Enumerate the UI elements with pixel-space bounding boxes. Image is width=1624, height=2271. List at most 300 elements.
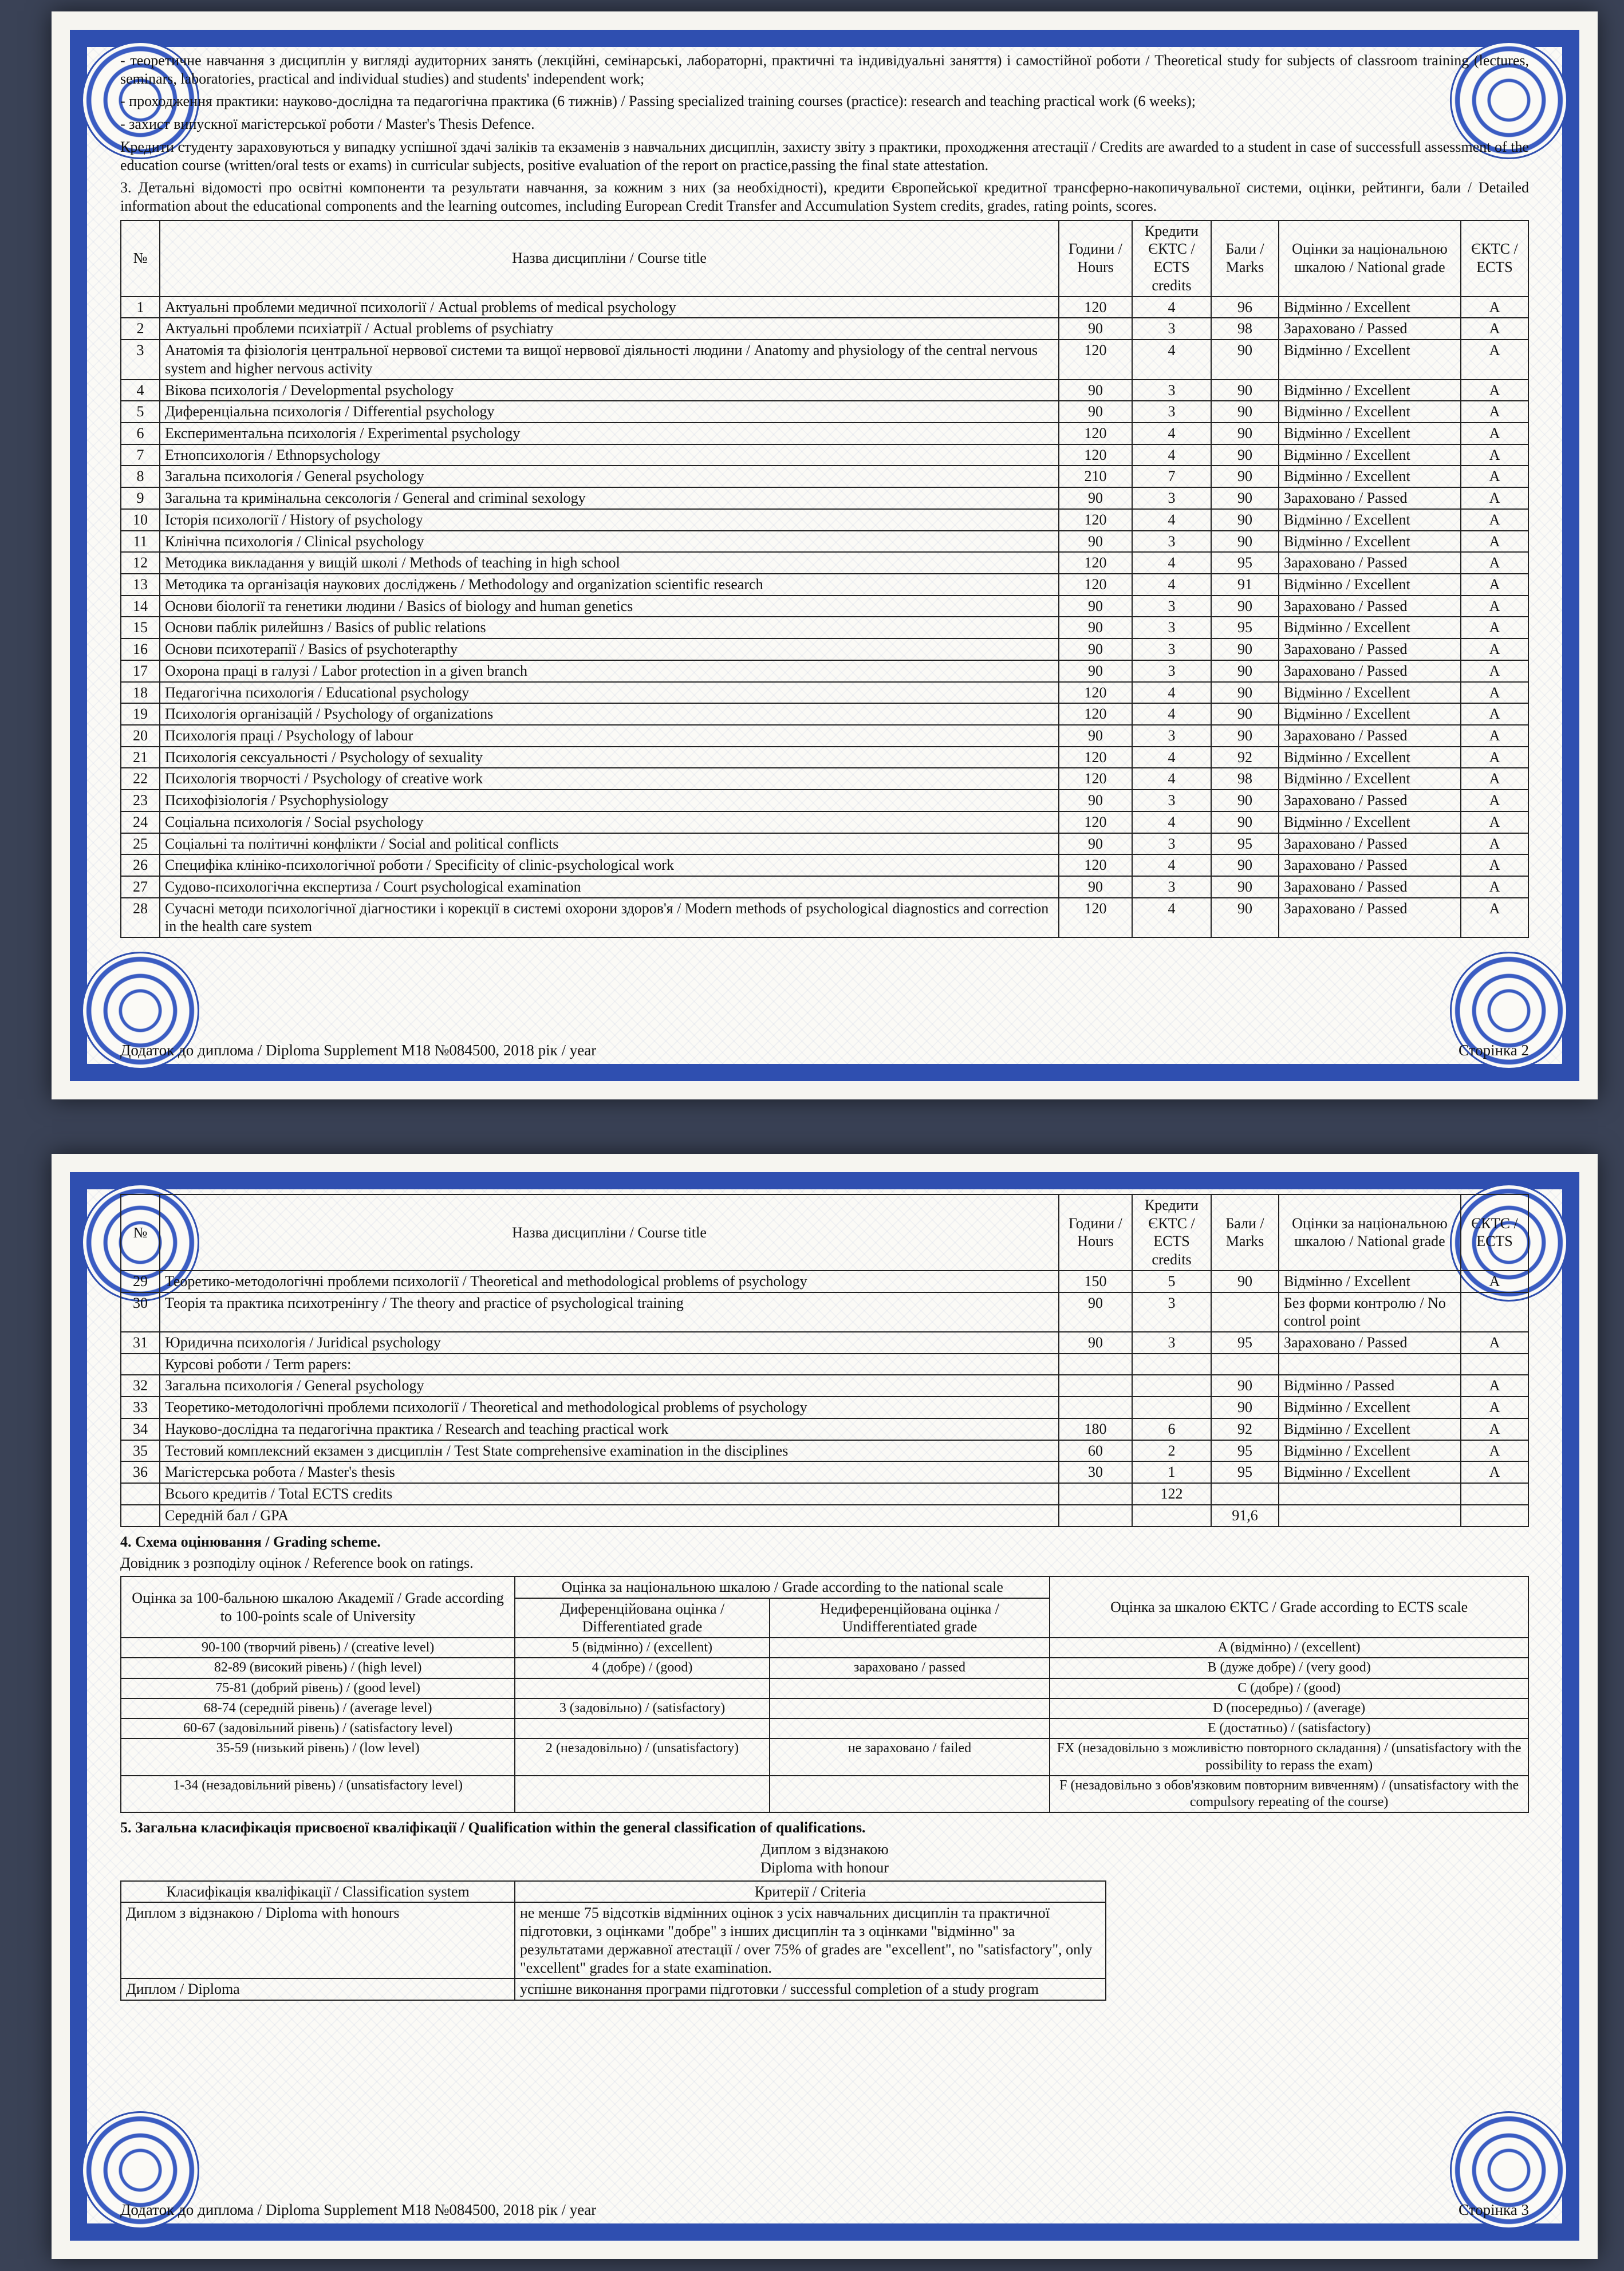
- course-title: Середній бал / GPA: [160, 1505, 1059, 1527]
- course-row: [121, 833, 1528, 855]
- course-ects-grade: A: [1461, 487, 1528, 509]
- course-hours: 120: [1059, 509, 1132, 531]
- course-credits: 1: [1132, 1461, 1211, 1483]
- course-row: [121, 638, 1528, 660]
- page-2-content: [120, 52, 1529, 1059]
- course-credits: 3: [1132, 876, 1211, 898]
- course-ects-grade: A: [1461, 531, 1528, 553]
- grading-cell: B (дуже добре) / (very good): [1050, 1658, 1528, 1678]
- course-marks: 96: [1211, 297, 1279, 318]
- course-hours: 90: [1059, 380, 1132, 401]
- course-hours: 60: [1059, 1440, 1132, 1462]
- course-national-grade: Відмінно / Excellent: [1279, 401, 1461, 423]
- course-row: [121, 509, 1528, 531]
- grading-cell: 5 (відмінно) / (excellent): [515, 1638, 770, 1658]
- course-national-grade: Відмінно / Excellent: [1279, 617, 1461, 638]
- grading-cell: D (посередньо) / (average): [1050, 1698, 1528, 1718]
- grading-cell: [515, 1718, 770, 1738]
- classification-line-uk: Диплом з відзнакою: [760, 1841, 889, 1858]
- col-national: Оцінки за національною шкалою / National grade: [1279, 220, 1461, 297]
- course-credits: 7: [1132, 466, 1211, 487]
- course-hours: [1059, 1397, 1132, 1418]
- page-3-content: [120, 1194, 1529, 2219]
- course-row: [121, 1505, 1528, 1527]
- course-title: Вікова психологія / Developmental psychology: [160, 380, 1059, 401]
- course-national-grade: Зараховано / Passed: [1279, 487, 1461, 509]
- classification-criteria: не менше 75 відсотків відмінних оцінок з усіх навчальних дисциплін та практичної підготовки, з оцінками "добре" з інших дисциплін та з оцінками "відмінно" за результатами державної атестації / over 75% of grades are "excellent", no "satisfactory", only "excellent" grades for a state examination.: [515, 1902, 1106, 1978]
- course-row: [121, 703, 1528, 725]
- page-2: [52, 11, 1598, 1099]
- row-number: 33: [121, 1397, 160, 1418]
- course-ects-grade: A: [1461, 509, 1528, 531]
- grading-cell: [770, 1698, 1050, 1718]
- course-hours: 90: [1059, 833, 1132, 855]
- course-marks: 90: [1211, 340, 1279, 379]
- course-hours: 180: [1059, 1418, 1132, 1440]
- col-marks: Бали / Marks: [1211, 220, 1279, 297]
- grading-cell: F (незадовільно з обов'язковим повторним вивченням) / (unsatisfactory with the compulsory repeating of the course): [1050, 1776, 1528, 1813]
- course-title: Педагогічна психологія / Educational psychology: [160, 682, 1059, 704]
- course-credits: 3: [1132, 318, 1211, 340]
- course-row: [121, 596, 1528, 617]
- grading-col-national: Оцінка за національною шкалою / Grade according to the national scale: [515, 1576, 1050, 1598]
- course-title: Курсові роботи / Term papers:: [160, 1354, 1059, 1375]
- course-hours: 90: [1059, 401, 1132, 423]
- course-ects-grade: A: [1461, 596, 1528, 617]
- course-hours: 120: [1059, 898, 1132, 937]
- grading-cell: 68-74 (середній рівень) / (average level): [121, 1698, 515, 1718]
- course-national-grade: Відмінно / Excellent: [1279, 380, 1461, 401]
- grading-cell: 82-89 (високий рівень) / (high level): [121, 1658, 515, 1678]
- course-ects-grade: A: [1461, 768, 1528, 790]
- grading-cell: 2 (незадовільно) / (unsatisfactory): [515, 1738, 770, 1776]
- course-ects-grade: A: [1461, 1418, 1528, 1440]
- grading-cell: 3 (задовільно) / (satisfactory): [515, 1698, 770, 1718]
- course-title: Психофізіологія / Psychophysiology: [160, 790, 1059, 811]
- course-title: Специфіка клініко-психологічної роботи / Specificity of clinic-psychological work: [160, 854, 1059, 876]
- grading-col-undiff: Недиференційована оцінка / Undifferentiated grade: [770, 1598, 1050, 1638]
- row-number: 36: [121, 1461, 160, 1483]
- course-national-grade: Відмінно / Excellent: [1279, 682, 1461, 704]
- course-national-grade: Відмінно / Excellent: [1279, 1440, 1461, 1462]
- course-ects-grade: A: [1461, 1375, 1528, 1397]
- course-title: Клінічна психологія / Clinical psychology: [160, 531, 1059, 553]
- course-credits: 122: [1132, 1483, 1211, 1505]
- grading-col-diff: Диференційована оцінка / Differentiated grade: [515, 1598, 770, 1638]
- course-row: [121, 1461, 1528, 1483]
- course-marks: 90: [1211, 444, 1279, 466]
- course-marks: 95: [1211, 552, 1279, 574]
- intro-text: [120, 52, 1529, 215]
- grading-cell: [515, 1678, 770, 1698]
- row-number: 20: [121, 725, 160, 747]
- classification-name: Диплом / Diploma: [121, 1978, 515, 2000]
- course-national-grade: Відмінно / Excellent: [1279, 531, 1461, 553]
- classification-table: [120, 1880, 1106, 2001]
- course-marks: [1211, 1292, 1279, 1332]
- course-ects-grade: A: [1461, 876, 1528, 898]
- course-marks: 90: [1211, 466, 1279, 487]
- grading-subheading: Довідник з розподілу оцінок / Reference book on ratings.: [120, 1555, 474, 1572]
- classification-row: [121, 1902, 1106, 1978]
- course-row: [121, 1354, 1528, 1375]
- course-hours: [1059, 1505, 1132, 1527]
- course-national-grade: Відмінно / Excellent: [1279, 423, 1461, 444]
- course-row: [121, 297, 1528, 318]
- grading-row: [121, 1718, 1528, 1738]
- classification-row: [121, 1978, 1106, 2000]
- course-hours: 90: [1059, 725, 1132, 747]
- course-marks: 90: [1211, 1271, 1279, 1292]
- row-number: 23: [121, 790, 160, 811]
- grading-cell: 4 (добре) / (good): [515, 1658, 770, 1678]
- classification-name: Диплом з відзнакою / Diploma with honours: [121, 1902, 515, 1978]
- course-marks: 90: [1211, 380, 1279, 401]
- course-row: [121, 854, 1528, 876]
- row-number: 5: [121, 401, 160, 423]
- courses-table-continued: [120, 1194, 1529, 1527]
- course-credits: [1132, 1397, 1211, 1418]
- col-hours: Години / Hours: [1059, 1194, 1132, 1271]
- course-hours: 90: [1059, 617, 1132, 638]
- course-national-grade: Відмінно / Excellent: [1279, 1271, 1461, 1292]
- intro-paragraph: - проходження практики: науково-дослідна та педагогічна практика (6 тижнів) / Passing specialized training courses (practice): research and teaching practical work (6 weeks);: [120, 93, 1196, 110]
- course-title: Загальна психологія / General psychology: [160, 1375, 1059, 1397]
- grading-cell: [770, 1678, 1050, 1698]
- course-credits: 3: [1132, 1332, 1211, 1354]
- course-title: Судово-психологічна експертиза / Court psychological examination: [160, 876, 1059, 898]
- row-number: 19: [121, 703, 160, 725]
- row-number: 7: [121, 444, 160, 466]
- course-marks: 90: [1211, 487, 1279, 509]
- course-hours: 120: [1059, 340, 1132, 379]
- course-ects-grade: [1461, 1483, 1528, 1505]
- course-national-grade: Відмінно / Excellent: [1279, 444, 1461, 466]
- col-title: Назва дисципліни / Course title: [160, 220, 1059, 297]
- course-ects-grade: A: [1461, 340, 1528, 379]
- course-hours: 90: [1059, 638, 1132, 660]
- course-national-grade: [1279, 1483, 1461, 1505]
- course-hours: 90: [1059, 487, 1132, 509]
- col-national: Оцінки за національною шкалою / National grade: [1279, 1194, 1461, 1271]
- row-number: 30: [121, 1292, 160, 1332]
- row-number: 24: [121, 811, 160, 833]
- course-hours: 120: [1059, 768, 1132, 790]
- course-title: Історія психології / History of psychology: [160, 509, 1059, 531]
- course-marks: 90: [1211, 876, 1279, 898]
- course-marks: 90: [1211, 898, 1279, 937]
- row-number: 17: [121, 660, 160, 682]
- course-ects-grade: A: [1461, 682, 1528, 704]
- course-credits: [1132, 1505, 1211, 1527]
- course-marks: 98: [1211, 318, 1279, 340]
- course-ects-grade: A: [1461, 833, 1528, 855]
- course-ects-grade: A: [1461, 380, 1528, 401]
- course-ects-grade: A: [1461, 401, 1528, 423]
- course-national-grade: [1279, 1505, 1461, 1527]
- course-title: Психологія праці / Psychology of labour: [160, 725, 1059, 747]
- course-credits: 3: [1132, 638, 1211, 660]
- course-title: Психологія організацій / Psychology of organizations: [160, 703, 1059, 725]
- course-title: Теорія та практика психотренінгу / The theory and practice of psychological training: [160, 1292, 1059, 1332]
- course-hours: 90: [1059, 1332, 1132, 1354]
- col-hours: Години / Hours: [1059, 220, 1132, 297]
- course-ects-grade: A: [1461, 747, 1528, 768]
- footer-page-number: Сторінка 2: [1459, 1042, 1529, 1059]
- course-hours: 120: [1059, 297, 1132, 318]
- grading-cell: 60-67 (задовільний рівень) / (satisfactory level): [121, 1718, 515, 1738]
- course-marks: 90: [1211, 1397, 1279, 1418]
- course-title: Методика та організація наукових досліджень / Methodology and organization scientific research: [160, 574, 1059, 596]
- course-row: [121, 401, 1528, 423]
- course-marks: 90: [1211, 423, 1279, 444]
- course-marks: [1211, 1354, 1279, 1375]
- course-hours: 120: [1059, 444, 1132, 466]
- course-row: [121, 790, 1528, 811]
- course-row: [121, 423, 1528, 444]
- course-national-grade: Відмінно / Excellent: [1279, 1461, 1461, 1483]
- course-title: Психологія сексуальності / Psychology of sexuality: [160, 747, 1059, 768]
- course-marks: 98: [1211, 768, 1279, 790]
- course-ects-grade: [1461, 1354, 1528, 1375]
- grading-row: [121, 1638, 1528, 1658]
- course-national-grade: Відмінно / Excellent: [1279, 340, 1461, 379]
- row-number: 4: [121, 380, 160, 401]
- course-national-grade: Відмінно / Excellent: [1279, 466, 1461, 487]
- course-marks: 90: [1211, 1375, 1279, 1397]
- course-row: [121, 768, 1528, 790]
- col-num: №: [121, 220, 160, 297]
- course-row: [121, 466, 1528, 487]
- page-footer: [120, 1036, 1529, 1059]
- course-title: Експериментальна психологія / Experimental psychology: [160, 423, 1059, 444]
- course-national-grade: Відмінно / Excellent: [1279, 1397, 1461, 1418]
- table-header-row: [121, 1194, 1528, 1271]
- course-ects-grade: A: [1461, 725, 1528, 747]
- course-hours: 120: [1059, 703, 1132, 725]
- grading-row: [121, 1698, 1528, 1718]
- row-number: [121, 1354, 160, 1375]
- intro-paragraph: - захист випускної магістерської роботи / Master's Thesis Defence.: [120, 116, 535, 133]
- intro-paragraph: - теоретичне навчання з дисциплін у вигляді аудиторних занять (лекційні, семінарські, лабораторні, практичні та індивідуальні заняття) і самостійної роботи / Theoretical study for subjects of classroom training (lectures, seminars, laboratories, practical and individual studies) and students' independent work;: [120, 52, 1529, 87]
- course-hours: 90: [1059, 318, 1132, 340]
- row-number: 10: [121, 509, 160, 531]
- course-row: [121, 552, 1528, 574]
- grading-cell: [515, 1776, 770, 1813]
- course-credits: 3: [1132, 531, 1211, 553]
- course-row: [121, 876, 1528, 898]
- course-ects-grade: A: [1461, 1271, 1528, 1292]
- course-credits: 3: [1132, 660, 1211, 682]
- course-marks: 95: [1211, 617, 1279, 638]
- grading-cell: [770, 1638, 1050, 1658]
- course-row: [121, 574, 1528, 596]
- course-credits: 3: [1132, 790, 1211, 811]
- course-hours: 30: [1059, 1461, 1132, 1483]
- course-credits: 3: [1132, 380, 1211, 401]
- row-number: 28: [121, 898, 160, 937]
- course-national-grade: Зараховано / Passed: [1279, 854, 1461, 876]
- course-row: [121, 487, 1528, 509]
- course-credits: 4: [1132, 768, 1211, 790]
- course-hours: 90: [1059, 531, 1132, 553]
- course-ects-grade: [1461, 1505, 1528, 1527]
- course-row: [121, 318, 1528, 340]
- course-hours: 120: [1059, 747, 1132, 768]
- course-ects-grade: A: [1461, 898, 1528, 937]
- course-marks: 90: [1211, 854, 1279, 876]
- course-title: Актуальні проблеми медичної психології / Actual problems of medical psychology: [160, 297, 1059, 318]
- course-row: [121, 1418, 1528, 1440]
- grading-row: [121, 1658, 1528, 1678]
- course-ects-grade: A: [1461, 466, 1528, 487]
- course-credits: 3: [1132, 833, 1211, 855]
- course-marks: 90: [1211, 725, 1279, 747]
- course-marks: [1211, 1483, 1279, 1505]
- row-number: 21: [121, 747, 160, 768]
- row-number: 11: [121, 531, 160, 553]
- row-number: 15: [121, 617, 160, 638]
- courses-table: [120, 220, 1529, 938]
- course-row: [121, 444, 1528, 466]
- course-hours: 210: [1059, 466, 1132, 487]
- course-national-grade: Зараховано / Passed: [1279, 318, 1461, 340]
- footer-doc-id: Додаток до диплома / Diploma Supplement M18 №084500, 2018 рік / year: [120, 2201, 597, 2218]
- course-marks: 90: [1211, 638, 1279, 660]
- course-credits: [1132, 1354, 1211, 1375]
- course-hours: [1059, 1375, 1132, 1397]
- course-ects-grade: A: [1461, 703, 1528, 725]
- course-national-grade: Відмінно / Excellent: [1279, 509, 1461, 531]
- col-num: №: [121, 1194, 160, 1271]
- course-title: Сучасні методи психологічної діагностики і корекції в системі охорони здоров'я / Modern methods of psychological diagnostics and correction in the health care system: [160, 898, 1059, 937]
- course-ects-grade: A: [1461, 790, 1528, 811]
- course-credits: 4: [1132, 574, 1211, 596]
- course-title: Юридична психологія / Juridical psychology: [160, 1332, 1059, 1354]
- row-number: 22: [121, 768, 160, 790]
- course-marks: 92: [1211, 747, 1279, 768]
- row-number: [121, 1505, 160, 1527]
- course-credits: 4: [1132, 509, 1211, 531]
- intro-paragraph: Кредити студенту зараховуються у випадку успішної здачі заліків та екзаменів з навчальних дисциплін, захисту звіту з практики, проходження атестації / Credits are awarded to a student in case of successfull assessment of the education course (written/oral tests or exams) in curricular subjects, positive evaluation of the report on practice,passing the final state attestation.: [120, 138, 1529, 174]
- course-title: Психологія творчості / Psychology of creative work: [160, 768, 1059, 790]
- classification-criteria: успішне виконання програми підготовки / successful completion of a study program: [515, 1978, 1106, 2000]
- course-marks: 90: [1211, 509, 1279, 531]
- course-hours: 120: [1059, 552, 1132, 574]
- course-credits: 4: [1132, 340, 1211, 379]
- course-credits: 2: [1132, 1440, 1211, 1462]
- row-number: 29: [121, 1271, 160, 1292]
- course-hours: 120: [1059, 682, 1132, 704]
- course-title: Основи психотерапії / Basics of psychoterapthy: [160, 638, 1059, 660]
- course-title: Етнопсихологія / Ethnopsychology: [160, 444, 1059, 466]
- course-ects-grade: A: [1461, 574, 1528, 596]
- course-credits: 3: [1132, 1292, 1211, 1332]
- grading-row: [121, 1776, 1528, 1813]
- course-credits: 3: [1132, 401, 1211, 423]
- col-ects: ЄКТС / ECTS: [1461, 220, 1528, 297]
- course-credits: 3: [1132, 487, 1211, 509]
- course-row: [121, 725, 1528, 747]
- course-credits: 4: [1132, 682, 1211, 704]
- course-row: [121, 1397, 1528, 1418]
- course-ects-grade: A: [1461, 423, 1528, 444]
- course-national-grade: Без форми контролю / No control point: [1279, 1292, 1461, 1332]
- row-number: [121, 1483, 160, 1505]
- course-marks: 90: [1211, 703, 1279, 725]
- course-title: Основи біології та генетики людини / Basics of biology and human genetics: [160, 596, 1059, 617]
- grading-cell: [770, 1776, 1050, 1813]
- row-number: 8: [121, 466, 160, 487]
- course-hours: [1059, 1354, 1132, 1375]
- grading-row: [121, 1678, 1528, 1698]
- grading-header-row: [121, 1576, 1528, 1598]
- course-credits: 3: [1132, 617, 1211, 638]
- course-ects-grade: A: [1461, 318, 1528, 340]
- course-marks: 90: [1211, 596, 1279, 617]
- course-title: Теоретико-методологічні проблеми психології / Theoretical and methodological problems of psychology: [160, 1271, 1059, 1292]
- footer-page-number: Сторінка 3: [1459, 2201, 1529, 2218]
- course-hours: 90: [1059, 660, 1132, 682]
- course-row: [121, 617, 1528, 638]
- course-row: [121, 1271, 1528, 1292]
- grading-cell: 1-34 (незадовільний рівень) / (unsatisfactory level): [121, 1776, 515, 1813]
- course-credits: 5: [1132, 1271, 1211, 1292]
- course-credits: [1132, 1375, 1211, 1397]
- page-3: [52, 1154, 1598, 2259]
- row-number: 2: [121, 318, 160, 340]
- course-hours: 120: [1059, 811, 1132, 833]
- course-row: [121, 747, 1528, 768]
- course-national-grade: Зараховано / Passed: [1279, 833, 1461, 855]
- course-row: [121, 1440, 1528, 1462]
- grading-cell: 35-59 (низький рівень) / (low level): [121, 1738, 515, 1776]
- course-marks: 90: [1211, 401, 1279, 423]
- course-national-grade: Відмінно / Excellent: [1279, 703, 1461, 725]
- course-row: [121, 1483, 1528, 1505]
- course-title: Всього кредитів / Total ECTS credits: [160, 1483, 1059, 1505]
- grading-cell: 75-81 (добрий рівень) / (good level): [121, 1678, 515, 1698]
- course-national-grade: Відмінно / Excellent: [1279, 811, 1461, 833]
- table-header-row: [121, 220, 1528, 297]
- course-ects-grade: A: [1461, 297, 1528, 318]
- grading-cell: [770, 1718, 1050, 1738]
- footer-doc-id: Додаток до диплома / Diploma Supplement M18 №084500, 2018 рік / year: [120, 1042, 597, 1059]
- course-credits: 4: [1132, 811, 1211, 833]
- grading-cell: C (добре) / (good): [1050, 1678, 1528, 1698]
- course-row: [121, 340, 1528, 379]
- grading-cell: FX (незадовільно з можливістю повторного складання) / (unsatisfactory with the possibility to repass the exam): [1050, 1738, 1528, 1776]
- course-title: Диференціальна психологія / Differential psychology: [160, 401, 1059, 423]
- course-title: Соціальні та політичні конфлікти / Social and political conflicts: [160, 833, 1059, 855]
- row-number: 35: [121, 1440, 160, 1462]
- intro-paragraph: 3. Детальні відомості про освітні компоненти та результати навчання, за кожним з них (за необхідності), кредити Європейської кредитної трансферно-накопичувальної системи, оцінки, рейтинги, бали / Detailed information about the educational components and the learning outcomes, including European Credit Transfer and Accumulation System credits, grades, rating points, scores.: [120, 179, 1529, 215]
- course-marks: 95: [1211, 1440, 1279, 1462]
- course-national-grade: Відмінно / Excellent: [1279, 768, 1461, 790]
- course-ects-grade: A: [1461, 854, 1528, 876]
- course-credits: 4: [1132, 297, 1211, 318]
- course-row: [121, 811, 1528, 833]
- course-national-grade: Зараховано / Passed: [1279, 876, 1461, 898]
- row-number: 14: [121, 596, 160, 617]
- course-marks: 90: [1211, 531, 1279, 553]
- course-row: [121, 1375, 1528, 1397]
- course-row: [121, 380, 1528, 401]
- course-marks: 90: [1211, 682, 1279, 704]
- course-ects-grade: A: [1461, 1332, 1528, 1354]
- course-credits: 6: [1132, 1418, 1211, 1440]
- course-credits: 3: [1132, 596, 1211, 617]
